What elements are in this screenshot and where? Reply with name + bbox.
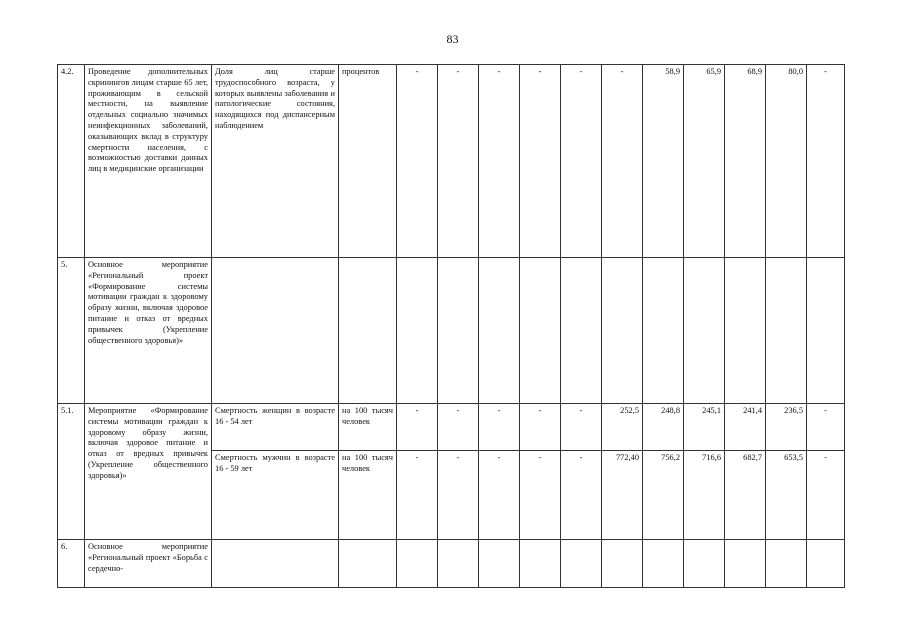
value-cell: 756,2 <box>643 451 684 540</box>
value-cell: - <box>561 404 602 451</box>
value-cell: - <box>602 65 643 258</box>
value-cell <box>479 540 520 588</box>
row-number: 6. <box>58 540 85 588</box>
value-cell: 248,8 <box>643 404 684 451</box>
value-cell: 65,9 <box>684 65 725 258</box>
value-cell: - <box>520 404 561 451</box>
indicator-name <box>212 258 339 404</box>
value-cell <box>479 258 520 404</box>
value-cell <box>561 258 602 404</box>
value-cell: - <box>520 65 561 258</box>
value-cell <box>561 540 602 588</box>
value-cell <box>766 258 807 404</box>
value-cell <box>438 540 479 588</box>
unit <box>339 258 397 404</box>
row-number: 5.1. <box>58 404 85 540</box>
value-cell: - <box>807 65 845 258</box>
activity-name: Мероприятие «Формирование системы мотивации граждан к здоровому образу жизни, включая здоровое питание и отказ от вредных привычек (Укрепление общественного здоровья)» <box>85 404 212 540</box>
value-cell: - <box>479 404 520 451</box>
value-cell <box>807 258 845 404</box>
table-row <box>58 258 845 404</box>
activity-name: Основное мероприятие «Региональный проект «Борьба с сердечно- <box>85 540 212 588</box>
indicator-name <box>212 540 339 588</box>
value-cell <box>643 540 684 588</box>
row-number: 5. <box>58 258 85 404</box>
indicator-name: Смертность женщин в возрасте 16 - 54 лет <box>212 404 339 451</box>
indicator-name: Доля лиц старше трудоспособного возраста, у которых выявлены заболевания и патологические состояния, находящихся под диспансерным наблюдением <box>212 65 339 258</box>
value-cell: - <box>561 451 602 540</box>
value-cell <box>397 258 438 404</box>
indicator-name: Смертность мужчин в возрасте 16 - 59 лет <box>212 451 339 540</box>
value-cell: 68,9 <box>725 65 766 258</box>
value-cell <box>520 258 561 404</box>
value-cell: - <box>397 404 438 451</box>
value-cell: 653,5 <box>766 451 807 540</box>
value-cell <box>643 258 684 404</box>
value-cell: 245,1 <box>684 404 725 451</box>
value-cell: - <box>438 65 479 258</box>
value-cell: 58,9 <box>643 65 684 258</box>
value-cell: 236,5 <box>766 404 807 451</box>
value-cell <box>602 258 643 404</box>
value-cell: - <box>438 404 479 451</box>
value-cell: 716,6 <box>684 451 725 540</box>
indicators-table <box>57 64 845 588</box>
value-cell <box>766 540 807 588</box>
table-row <box>58 404 845 451</box>
value-cell: 241,4 <box>725 404 766 451</box>
unit <box>339 540 397 588</box>
table-row <box>58 540 845 588</box>
value-cell: - <box>807 451 845 540</box>
value-cell: 772,40 <box>602 451 643 540</box>
unit: на 100 тысяч человек <box>339 451 397 540</box>
value-cell: 80,0 <box>766 65 807 258</box>
unit: процентов <box>339 65 397 258</box>
value-cell <box>725 540 766 588</box>
value-cell: - <box>520 451 561 540</box>
value-cell <box>684 540 725 588</box>
activity-name: Проведение дополнительных скринингов лицам старше 65 лет, проживающим в сельской местности, на выявление отдельных социально значимых неинфекционных заболеваний, оказывающих вклад в структуру смертности населения, с возможностью доставки данных лиц в медицинские организации <box>85 65 212 258</box>
value-cell: - <box>561 65 602 258</box>
value-cell <box>725 258 766 404</box>
value-cell: - <box>397 65 438 258</box>
row-number: 4.2. <box>58 65 85 258</box>
value-cell <box>520 540 561 588</box>
value-cell <box>684 258 725 404</box>
value-cell: - <box>479 451 520 540</box>
value-cell: - <box>438 451 479 540</box>
value-cell: 252,5 <box>602 404 643 451</box>
value-cell: - <box>479 65 520 258</box>
table-row <box>58 65 845 258</box>
unit: на 100 тысяч человек <box>339 404 397 451</box>
activity-name: Основное мероприятие «Региональный проект «Формирование системы мотивации граждан к здоровому образу жизни, включая здоровое питание и отказ от вредных привычек (Укрепление общественного здоровья)» <box>85 258 212 404</box>
value-cell: - <box>397 451 438 540</box>
page-number: 83 <box>446 32 459 46</box>
value-cell <box>602 540 643 588</box>
value-cell <box>438 258 479 404</box>
value-cell: - <box>807 404 845 451</box>
value-cell: 682,7 <box>725 451 766 540</box>
value-cell <box>397 540 438 588</box>
value-cell <box>807 540 845 588</box>
